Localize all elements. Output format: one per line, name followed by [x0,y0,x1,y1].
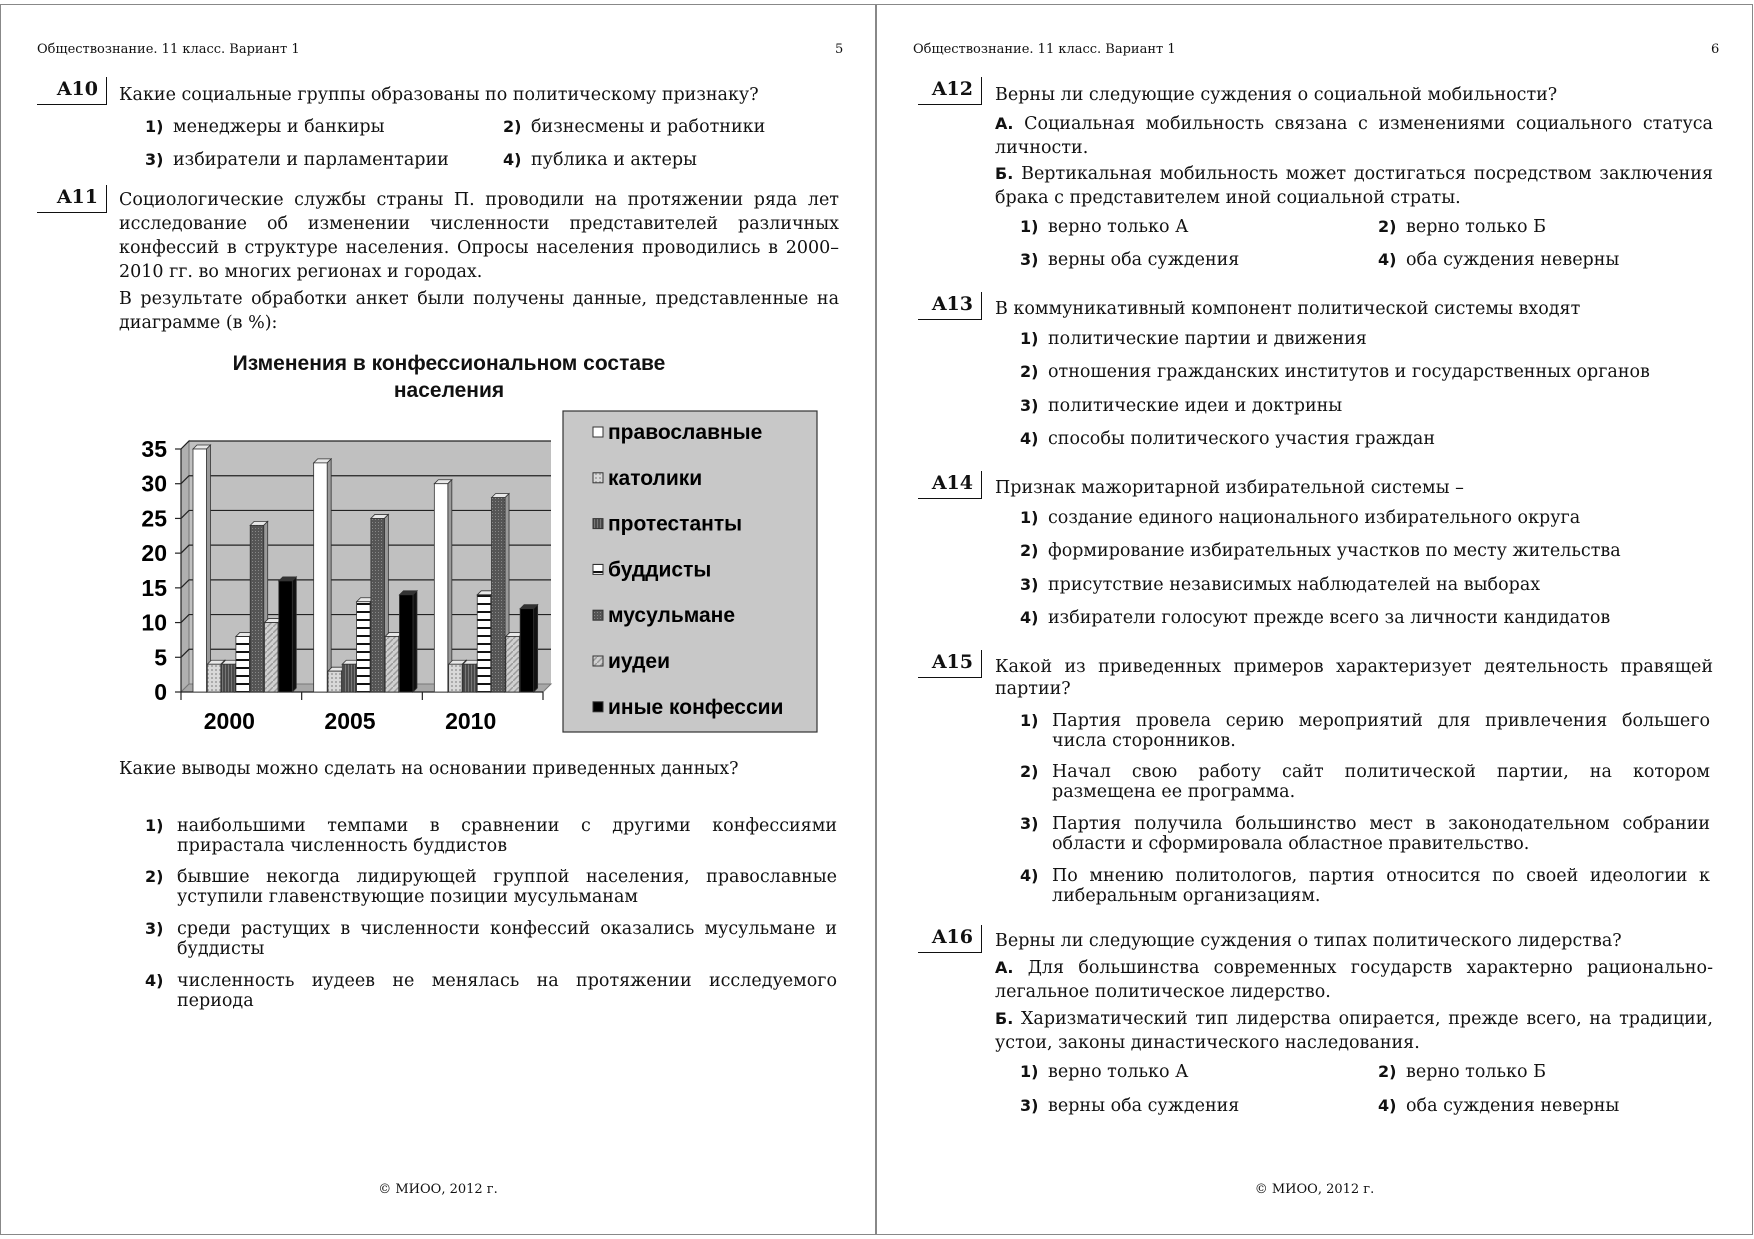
running-header: Обществознание. 11 класс. Вариант 1 [37,42,300,57]
bar-side [413,591,417,692]
x-tick-label: 2005 [324,708,376,734]
plot-side-wall [181,441,189,692]
a13-option-4: 4) способы политического участия граждан [1020,429,1435,449]
y-tick-label: 15 [141,574,167,601]
bar-front [193,449,207,692]
legend-label: иные конфессии [608,695,784,719]
x-tick-label: 2010 [445,708,497,734]
bar-front [279,581,293,692]
page-right [876,4,1753,1235]
a16-option-1: 1) верно только А [1020,1062,1189,1082]
question-a11-text-2: В результате обработки анкет были получены данные, представленные на диаграмме (в %): [119,289,839,333]
page-number: 5 [835,42,844,57]
a12-statement-a: А. Социальная мобильность связана с изменениями социального статуса личности. [995,114,1713,158]
legend-swatch [593,564,603,574]
a13-option-1: 1) политические партии и движения [1020,329,1367,349]
legend-swatch [593,656,603,666]
legend-label: буддисты [608,558,712,582]
x-axis [181,692,543,734]
a11-option-2: 2) бывшие некогда лидирующей группой населения, православные уступили главенствующие позиции мусульманам [145,867,837,907]
running-header: Обществознание. 11 класс. Вариант 1 [913,42,1176,57]
a12-option-4: 4) оба суждения неверны [1378,250,1620,270]
bar-front [328,671,342,692]
chart-title: Изменения в конфессиональном составе населения [232,352,666,402]
a14-option-3: 3) присутствие независимых наблюдателей на выборах [1020,575,1541,595]
legend-swatch [593,519,603,529]
a15-option-4: 4) По мнению политологов, партия относится по своей идеологии к либеральным организациям. [1020,866,1710,906]
question-a16-text: Верны ли следующие суждения о типах политического лидерства? [995,931,1622,951]
bar-side [207,445,211,692]
a15-option-3: 3) Партия получила большинство мест в законодательном собрании области и сформировала областное правительство. [1020,814,1710,854]
a11-option-4: 4) численность иудеев не менялась на протяжении исследуемого периода [145,971,837,1011]
bar-front [506,636,520,692]
legend-swatch [593,473,603,483]
a11-option-1: 1) наибольшими темпами в сравнении с другими конфессиями прирастала численность буддистов [145,816,837,856]
a13-option-2: 2) отношения гражданских институтов и государственных органов [1020,362,1650,382]
bar-front [477,595,491,692]
bar-front [357,602,371,692]
question-label-a15: A15 [918,650,982,678]
question-label-a11: A11 [37,185,107,213]
question-a15-text: Какой из приведенных примеров характеризует деятельность правящей партии? [995,657,1713,699]
bar-front [520,609,534,692]
y-tick-label: 25 [141,505,167,532]
legend-label: иудеи [608,650,670,673]
a10-option-3: 3) избиратели и парламентарии [145,150,449,170]
bar-front [314,463,328,692]
legend-swatch [593,702,603,712]
bar-front [385,636,399,692]
a12-statement-b: Б. Вертикальная мобильность может достигаться посредством заключения брака с представителем иной социальной страты. [995,164,1713,208]
a16-statement-b: Б. Харизматический тип лидерства опирается, прежде всего, на традиции, устои, законы династического наследования. [995,1009,1713,1053]
a10-option-1: 1) менеджеры и банкиры [145,117,385,137]
bar-front [265,623,279,692]
footer: © МИОО, 2012 г. [1254,1182,1375,1197]
question-a13-text: В коммуникативный компонент политической системы входят [995,299,1581,319]
x-tick-label: 2000 [203,708,255,734]
a16-option-2: 2) верно только Б [1378,1062,1546,1082]
a15-option-2: 2) Начал свою работу сайт политической партии, на котором размещена ее программа. [1020,762,1710,802]
bar-side [327,459,331,692]
a10-option-2: 2) бизнесмены и работники [503,117,766,137]
a11-option-3: 3) среди растущих в численности конфессий оказались мусульмане и буддисты [145,919,837,959]
footer: © МИОО, 2012 г. [378,1182,498,1197]
a15-option-1: 1) Партия провела серию мероприятий для привлечения большего числа сторонников. [1020,711,1710,751]
bar [520,605,538,692]
bar-side [292,577,296,692]
y-tick-label: 20 [141,540,167,567]
bar-front [371,518,385,692]
bar [399,591,417,692]
y-tick-label: 5 [154,644,167,671]
legend-label: православные [608,421,763,444]
legend-swatch [593,427,603,437]
bar [434,480,452,692]
y-tick-label: 0 [154,679,167,705]
bar-front [342,664,356,692]
a16-statement-a: А. Для большинства современных государств характерно рационально-легальное политическое лидерство. [995,958,1713,1002]
a13-option-3: 3) политические идеи и доктрины [1020,396,1343,416]
y-tick-label: 35 [141,436,167,462]
bar [279,577,297,692]
legend-swatch [593,610,603,620]
bar-front [463,664,477,692]
legend-label: мусульмане [608,604,736,628]
question-label-a13: A13 [918,292,982,320]
a10-option-4: 4) публика и актеры [503,150,697,170]
bar-front [207,664,221,692]
bar-side [534,605,538,692]
a12-option-3: 3) верны оба суждения [1020,250,1240,270]
a16-option-4: 4) оба суждения неверны [1378,1096,1620,1116]
bar-front [222,664,236,692]
legend-label: протестанты [608,512,743,536]
question-label-a10: A10 [37,77,107,105]
a16-option-3: 3) верны оба суждения [1020,1096,1240,1116]
bar-chart [111,405,821,735]
a12-option-2: 2) верно только Б [1378,217,1546,237]
y-tick-label: 30 [141,470,167,497]
question-label-a12: A12 [918,77,982,105]
bar-front [449,664,463,692]
bar-front [250,525,264,692]
question-a10-text: Какие социальные группы образованы по политическому признаку? [119,85,759,105]
bar-side [448,480,452,692]
page-left [0,4,876,1235]
question-label-a16: A16 [918,925,982,953]
bar [314,459,332,692]
bar-front [399,595,413,692]
legend [563,411,817,732]
bar-front [236,636,250,692]
bar-front [434,484,448,692]
legend-label: католики [608,466,703,490]
question-a12-text: Верны ли следующие суждения о социальной мобильности? [995,85,1558,105]
question-label-a14: A14 [918,471,982,499]
question-a14-text: Признак мажоритарной избирательной системы – [995,478,1464,498]
page-number: 6 [1711,42,1720,57]
a14-option-4: 4) избиратели голосуют прежде всего за личности кандидатов [1020,608,1611,628]
y-tick-label: 10 [141,609,167,636]
question-a11-text: Социологические службы страны П. проводили на протяжении ряда лет исследование об изменении численности представителей различных конфессий в структуре населения. Опросы населения проводились в 2000–2010 гг. во многих регионах и городах. [119,190,839,282]
a12-option-1: 1) верно только А [1020,217,1189,237]
bar [193,445,211,692]
bar-front [492,498,506,692]
a14-option-2: 2) формирование избирательных участков по месту жительства [1020,541,1621,561]
question-a11-prompt: Какие выводы можно сделать на основании приведенных данных? [119,759,739,779]
a14-option-1: 1) создание единого национального избирательного округа [1020,508,1581,528]
